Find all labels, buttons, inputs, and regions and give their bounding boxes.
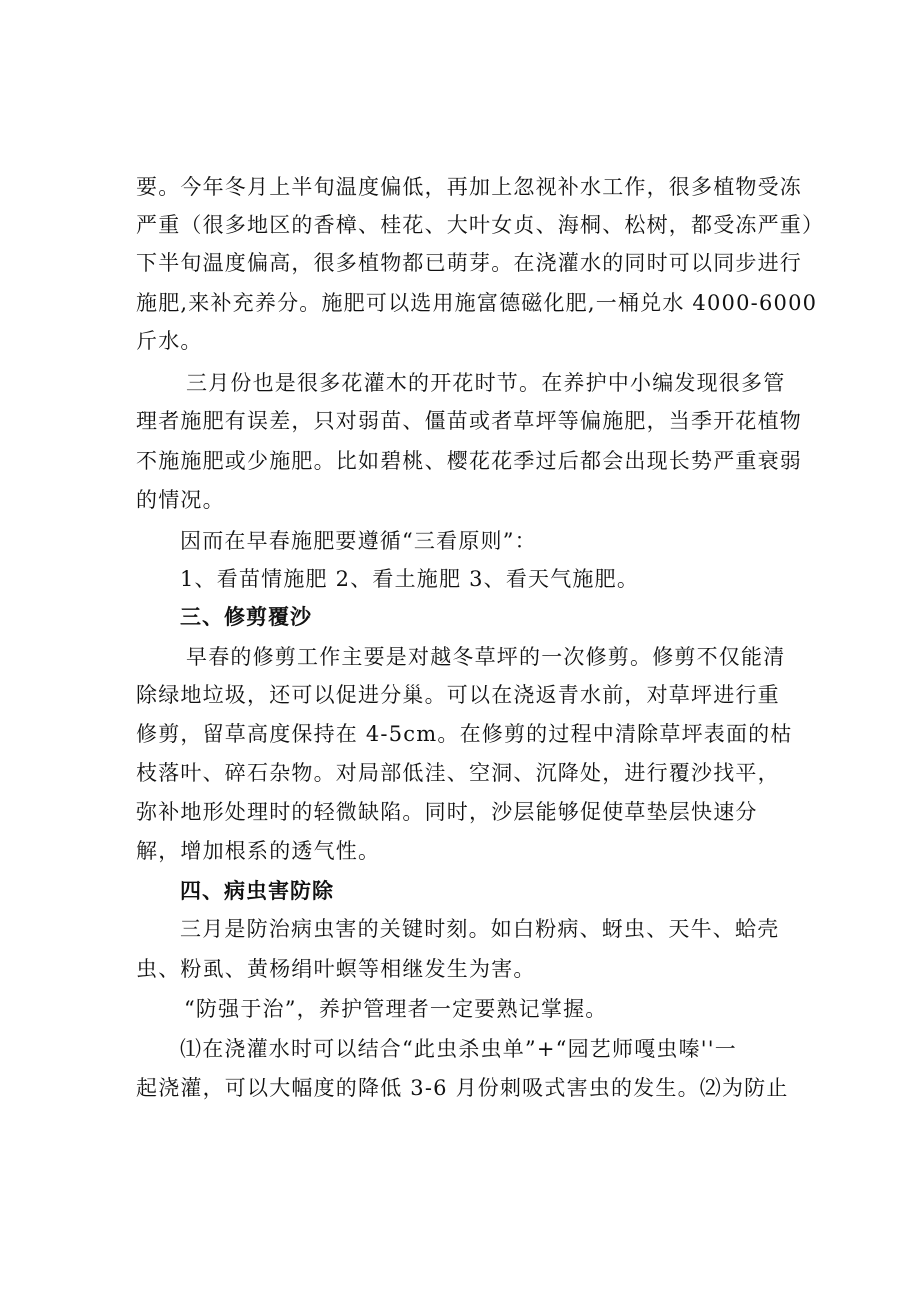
- paragraph-1-line-3: 下半旬温度偏高，很多植物都已萌芽。在浇灌水的同时可以同步进行: [136, 251, 802, 275]
- paragraph-4-line-1: 1、看苗情施肥 2、看土施肥 3、看天气施肥。: [180, 567, 640, 591]
- paragraph-5-line-6: 解，增加根系的透气性。: [136, 839, 381, 863]
- paragraph-5-line-3: 修剪，留草高度保持在 4-5cm。在修剪的过程中清除草坪表面的枯: [136, 722, 793, 746]
- paragraph-5-line-2: 除绿地垃圾，还可以促进分巢。可以在浇返青水前，对草坪进行重: [136, 683, 780, 707]
- paragraph-5-line-4: 枝落叶、碎石杂物。对局部低洼、空洞、沉降处，进行覆沙找平，: [136, 761, 780, 785]
- paragraph-2-line-1: 三月份也是很多花灌木的开花时节。在养护中小编发现很多管: [186, 371, 786, 395]
- paragraph-2-line-4: 的情况。: [136, 488, 225, 512]
- paragraph-8-line-2: 起浇灌，可以大幅度的降低 3-6 月份刺吸式害虫的发生。⑵为防止: [136, 1076, 789, 1100]
- paragraph-8-line-1: ⑴在浇灌水时可以结合“此虫杀虫单”+“园艺师嘎虫嗪''一: [180, 1037, 737, 1061]
- paragraph-5-line-1: 早春的修剪工作主要是对越冬草坪的一次修剪。修剪不仅能清: [186, 645, 786, 669]
- paragraph-2-line-2: 理者施肥有误差，只对弱苗、僵苗或者草坪等偏施肥，当季开花植物: [136, 409, 802, 433]
- paragraph-1-line-2: 严重（很多地区的香樟、桂花、大叶女贞、海桐、松树，都受冻严重）: [136, 213, 825, 237]
- section-heading-pest-control: 四、病虫害防除: [180, 879, 334, 903]
- paragraph-3-line-1: 因而在早春施肥要遵循“三看原则”：: [180, 529, 537, 553]
- paragraph-6-line-2: 虫、粉虱、黄杨绢叶螟等相继发生为害。: [136, 957, 536, 981]
- section-heading-pruning: 三、修剪覆沙: [180, 605, 312, 629]
- paragraph-1-line-4: 施肥,来补充养分。施肥可以选用施富德磁化肥,一桶兑水 4000-6000: [136, 291, 818, 315]
- paragraph-5-line-5: 弥补地形处理时的轻微缺陷。同时，沙层能够促使草垫层快速分: [136, 800, 758, 824]
- paragraph-1-line-1: 要。今年冬月上半旬温度偏低，再加上忽视补水工作，很多植物受冻: [136, 175, 802, 199]
- paragraph-2-line-3: 不施施肥或少施肥。比如碧桃、樱花花季过后都会出现长势严重衰弱: [136, 449, 802, 473]
- paragraph-1-line-5: 斤水。: [136, 329, 203, 353]
- paragraph-6-line-1: 三月是防治病虫害的关键时刻。如白粉病、蚜虫、天牛、蛤壳: [180, 917, 780, 941]
- paragraph-7-line-1: “防强于治”，养护管理者一定要熟记掌握。: [184, 997, 608, 1021]
